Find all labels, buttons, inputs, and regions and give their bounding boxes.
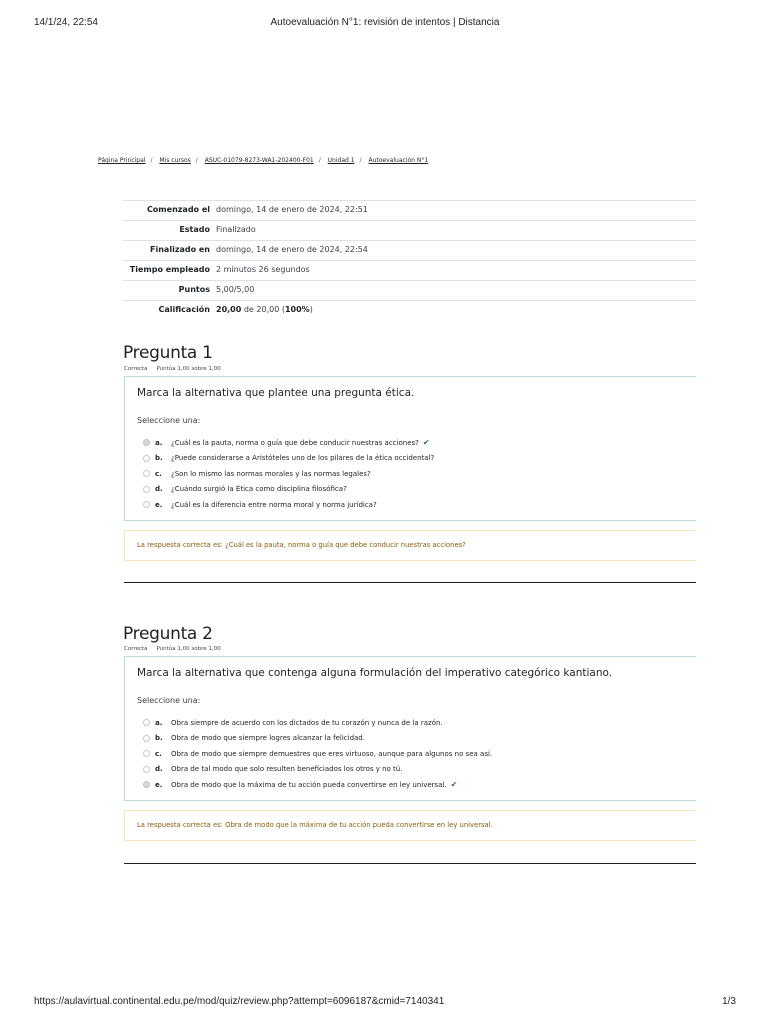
answer-option[interactable]	[143, 466, 434, 482]
question-2-feedback	[124, 810, 696, 841]
answer-letter: a.	[155, 438, 163, 447]
answer-text: ¿Son lo mismo las normas morales y las normas legales?	[171, 469, 371, 478]
answer-option[interactable]	[143, 482, 434, 498]
summary-row	[123, 281, 696, 301]
summary-value: domingo, 14 de enero de 2024, 22:51	[216, 205, 368, 214]
grade-close: )	[309, 305, 313, 314]
question-prompt: Seleccione una:	[137, 696, 201, 705]
summary-value: 5,00/5,00	[216, 285, 255, 294]
answer-option[interactable]	[143, 435, 434, 451]
radio-icon[interactable]	[143, 735, 150, 742]
answer-letter: d.	[155, 765, 163, 774]
answer-option[interactable]	[143, 762, 492, 778]
summary-grade	[216, 301, 696, 321]
correct-answer-text: La respuesta correcta es: ¿Cuál es la pauta, norma o guía que debe conducir nuestras acciones?	[137, 541, 466, 549]
answer-text: Obra de tal modo que solo resulten beneficiados los otros y no tú.	[171, 765, 403, 774]
print-footer	[34, 996, 736, 1008]
answer-option[interactable]	[143, 746, 492, 762]
radio-selected-icon[interactable]	[143, 439, 150, 446]
summary-value: 2 minutos 26 segundos	[216, 265, 310, 274]
answer-letter: a.	[155, 718, 163, 727]
question-prompt: Seleccione una:	[137, 416, 201, 425]
answer-letter: c.	[155, 749, 162, 758]
breadcrumb-course[interactable]: ASUC-01079-8273-WA1-202400-F01	[204, 157, 314, 164]
answer-letter: b.	[155, 454, 163, 463]
attempt-summary-table	[123, 200, 696, 320]
summary-row	[123, 301, 696, 321]
summary-label: Estado	[179, 225, 210, 234]
summary-value: domingo, 14 de enero de 2024, 22:54	[216, 245, 368, 254]
question-1-meta	[124, 366, 221, 372]
summary-row	[123, 221, 696, 241]
question-status: Correcta	[124, 366, 148, 372]
print-page-number: 1/3	[722, 996, 736, 1007]
question-2-title: Pregunta 2	[123, 624, 213, 644]
summary-value: Finalizado	[216, 225, 256, 234]
radio-icon[interactable]	[143, 470, 150, 477]
answer-option[interactable]	[143, 731, 492, 747]
print-datetime: 14/1/24, 22:54	[34, 17, 98, 28]
summary-label: Tiempo empleado	[129, 265, 210, 274]
question-1-feedback	[124, 530, 696, 561]
answer-letter: e.	[155, 500, 163, 509]
summary-label: Puntos	[178, 285, 210, 294]
summary-label: Comenzado el	[146, 205, 210, 214]
radio-selected-icon[interactable]	[143, 781, 150, 788]
question-2-box	[124, 656, 696, 801]
breadcrumb-my-courses[interactable]: Mis cursos	[159, 157, 191, 164]
question-text: Marca la alternativa que contenga alguna formulación del imperativo categórico kantiano.	[137, 667, 613, 679]
summary-row	[123, 241, 696, 261]
check-icon: ✔	[422, 438, 430, 448]
radio-icon[interactable]	[143, 766, 150, 773]
question-score: Puntúa 1,00 sobre 1,00	[156, 366, 221, 372]
answer-text: ¿Cuál es la pauta, norma o guía que debe conducir nuestras acciones?	[171, 438, 419, 447]
print-url: https://aulavirtual.continental.edu.pe/mod/quiz/review.php?attempt=6096187&cmid=7140341	[34, 996, 445, 1007]
answer-letter: b.	[155, 734, 163, 743]
check-icon: ✔	[450, 780, 458, 790]
answer-text: Obra de modo que la máxima de tu acción pueda convertirse en ley universal.	[171, 780, 447, 789]
question-2-meta	[124, 646, 221, 652]
radio-icon[interactable]	[143, 455, 150, 462]
answer-text: Obra de modo que siempre demuestres que eres virtuoso, aunque para algunos no sea así.	[171, 749, 493, 758]
breadcrumb-home[interactable]: Página Principal	[98, 157, 146, 164]
answer-text: Obra de modo que siempre logres alcanzar la felicidad.	[171, 734, 365, 743]
question-status: Correcta	[124, 646, 148, 652]
answer-letter: c.	[155, 469, 162, 478]
print-header	[34, 17, 736, 29]
breadcrumb-unit[interactable]: Unidad 1	[327, 157, 355, 164]
grade-out-of: de 20,00 (	[241, 305, 285, 314]
summary-row	[123, 261, 696, 281]
breadcrumb: Página Principal / Mis cursos / ASUC-01079-8273-WA1-202400-F01 / Unidad 1 / Autoevaluación N°1	[98, 157, 429, 164]
radio-icon[interactable]	[143, 486, 150, 493]
summary-label: Finalizado en	[150, 245, 210, 254]
question-divider	[124, 863, 696, 864]
correct-answer-text: La respuesta correcta es: Obra de modo que la máxima de tu acción pueda convertirse en ley universal.	[137, 821, 493, 829]
answer-text: ¿Cuándo surgió la Ética como disciplina filosófica?	[171, 485, 347, 494]
radio-icon[interactable]	[143, 501, 150, 508]
question-1-box	[124, 376, 696, 521]
radio-icon[interactable]	[143, 750, 150, 757]
question-score: Puntúa 1,00 sobre 1,00	[156, 646, 221, 652]
question-divider	[124, 582, 696, 583]
grade-percent: 100%	[284, 305, 310, 314]
answer-text: ¿Cuál es la diferencia entre norma moral y norma jurídica?	[171, 500, 377, 509]
grade-value: 20,00	[216, 305, 242, 314]
answer-list	[143, 715, 492, 793]
question-text: Marca la alternativa que plantee una pregunta ética.	[137, 387, 415, 399]
answer-text: ¿Puede considerarse a Aristóteles uno de los pilares de la ética occidental?	[171, 454, 435, 463]
question-1-title: Pregunta 1	[123, 343, 213, 363]
answer-option[interactable]	[143, 451, 434, 467]
answer-text: Obra siempre de acuerdo con los dictados de tu corazón y nunca de la razón.	[171, 718, 443, 727]
radio-icon[interactable]	[143, 719, 150, 726]
summary-label: Calificación	[158, 305, 210, 314]
answer-letter: d.	[155, 485, 163, 494]
answer-option[interactable]	[143, 497, 434, 513]
answer-option[interactable]	[143, 777, 492, 793]
print-page-title: Autoevaluación N°1: revisión de intentos | Distancia	[270, 17, 500, 28]
answer-list	[143, 435, 434, 513]
summary-row	[123, 201, 696, 221]
breadcrumb-quiz[interactable]: Autoevaluación N°1	[368, 157, 429, 164]
answer-letter: e.	[155, 780, 163, 789]
answer-option[interactable]	[143, 715, 492, 731]
